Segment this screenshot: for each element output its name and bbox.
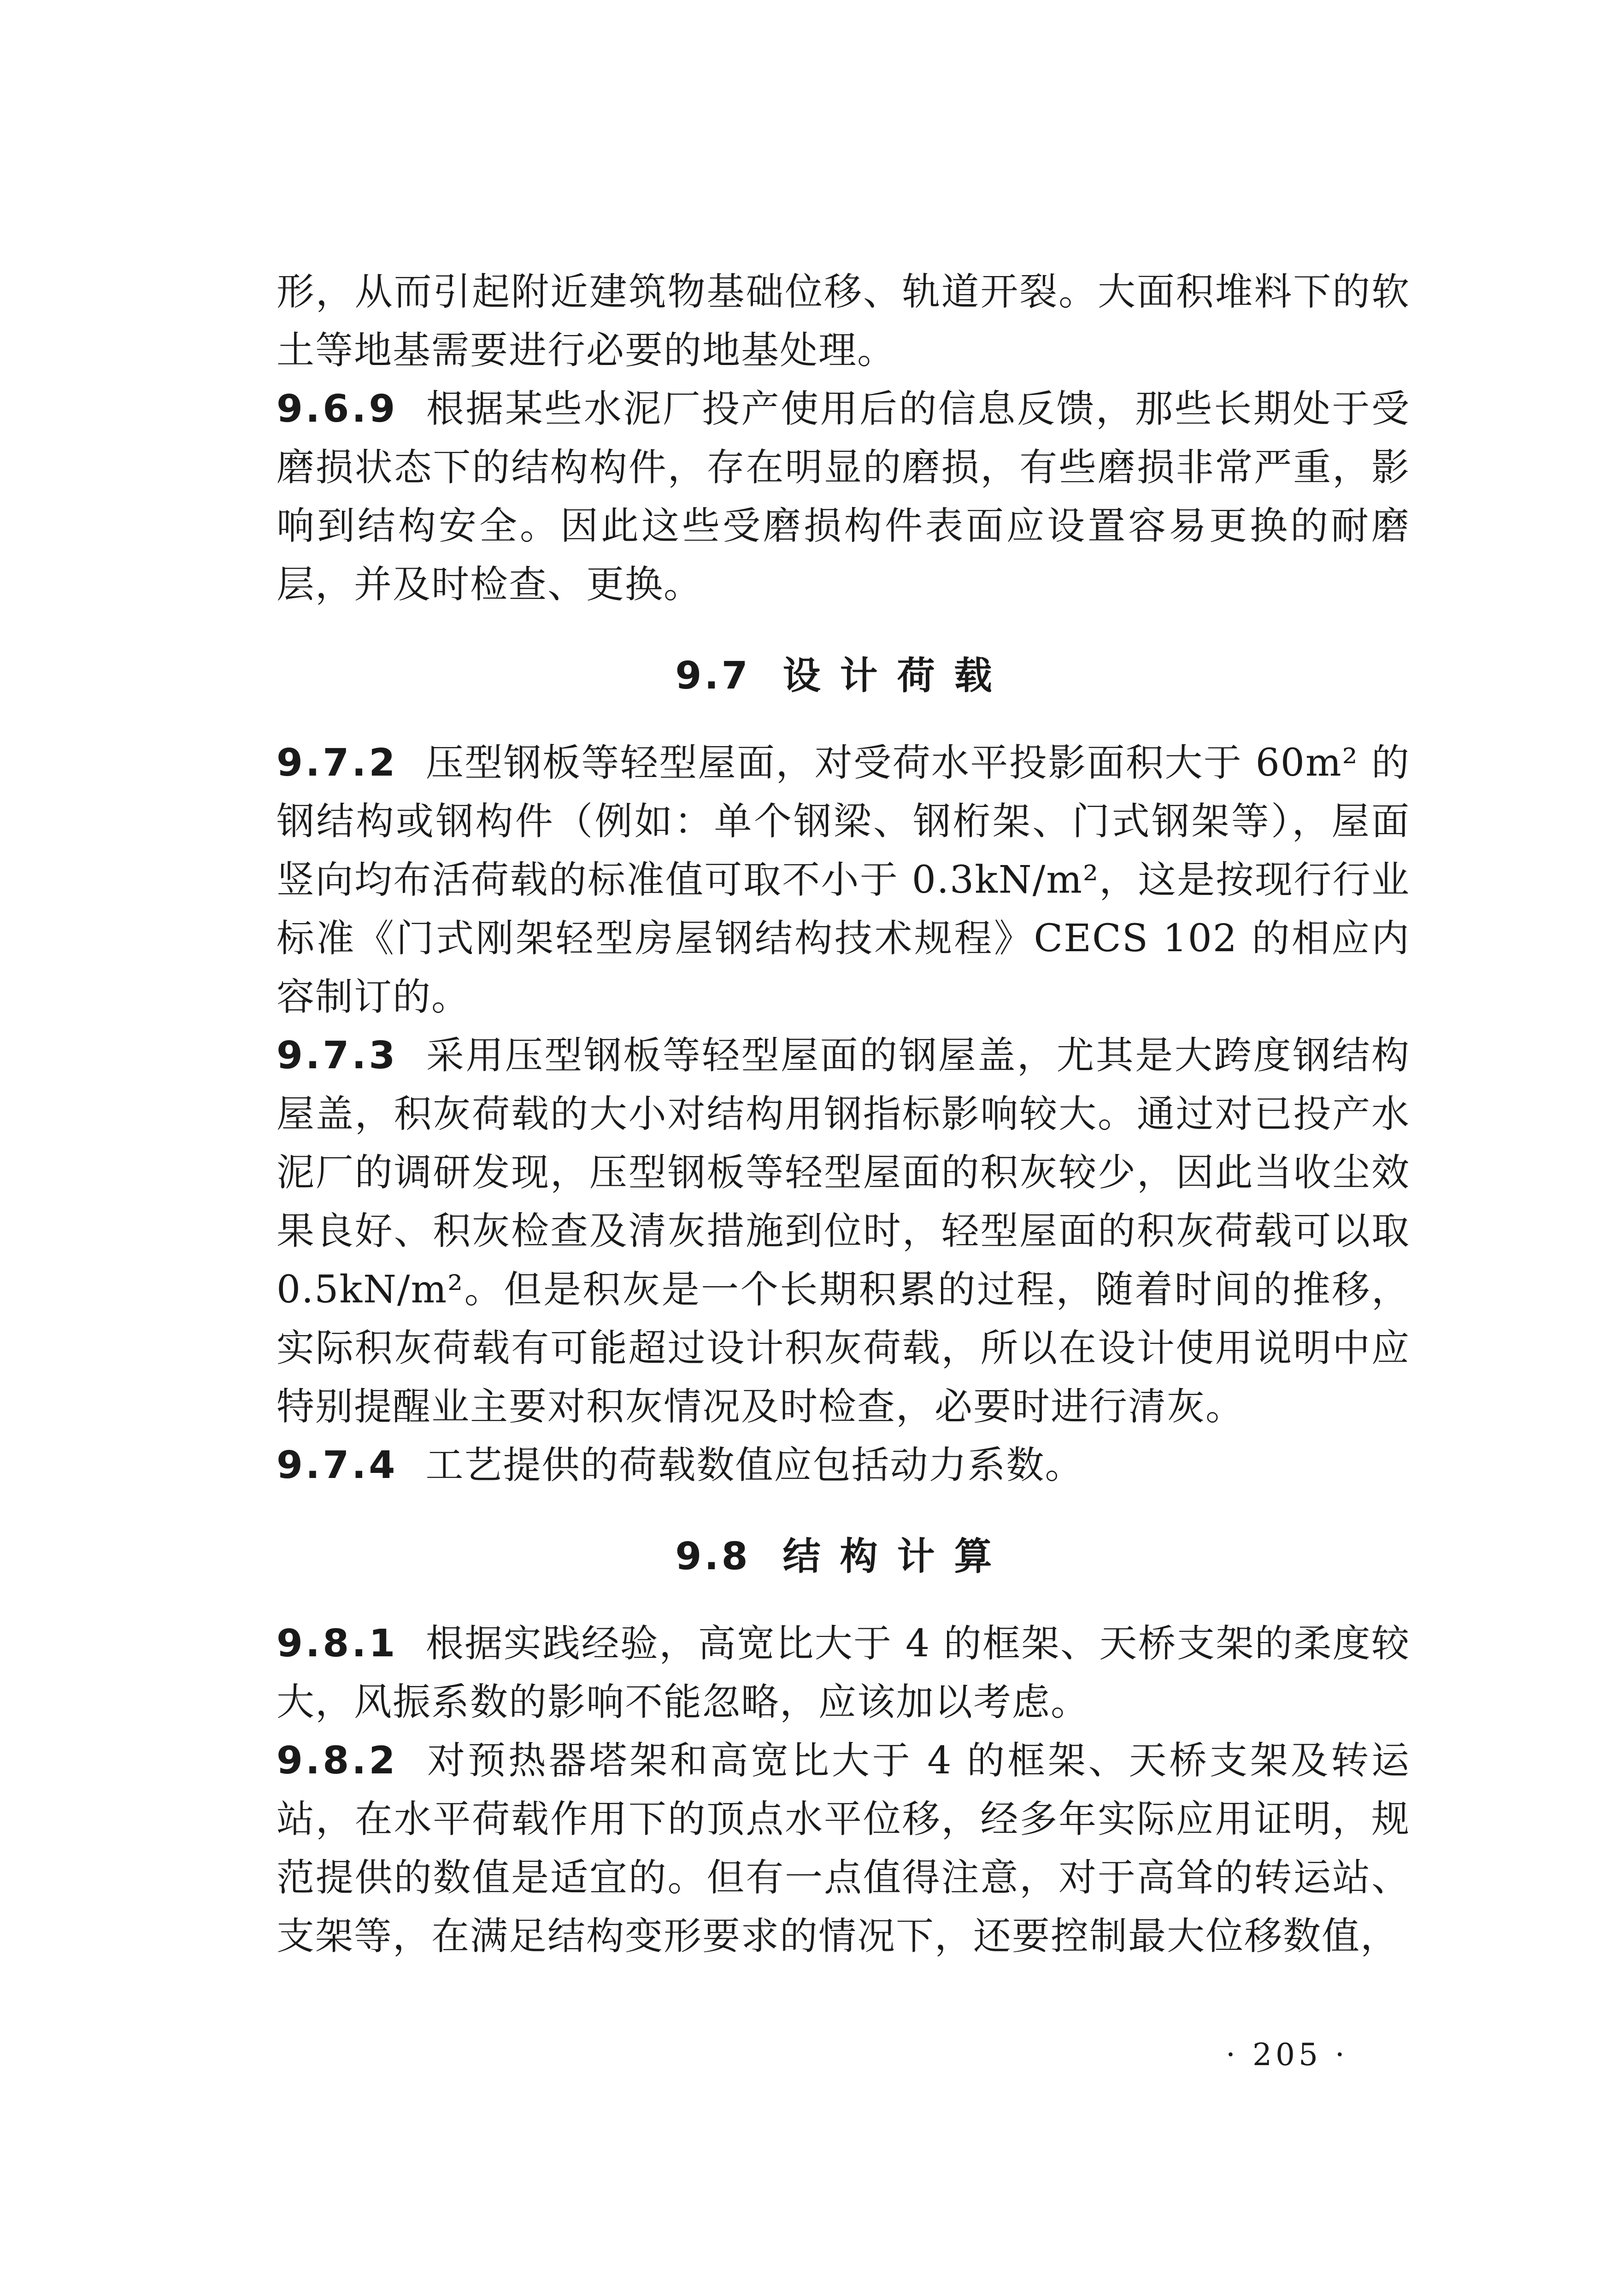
clause-9-6-9 (276, 380, 1410, 614)
paragraph-continuation (276, 263, 1410, 380)
clause-number: 9.6.9 (276, 387, 398, 431)
section-number: 9.7 (675, 654, 751, 698)
clause-9-7-2 (276, 734, 1410, 1026)
clause-text: 采用压型钢板等轻型屋面的钢屋盖，尤其是大跨度钢结构屋盖，积灰荷载的大小对结构用钢指标影响较大。通过对已投产水泥厂的调研发现，压型钢板等轻型屋面的积灰较少，因此当收尘效果良好、积灰检查及清灰措施到位时，轻型屋面的积灰荷载可以取 0.5kN/m²。但是积灰是一个长期积累的过程，随着时间的推移，实际积灰荷载有可能超过设计积灰荷载，所以在设计使用说明中应特别提醒业主要对积灰情况及时检查，必要时进行清灰。 (276, 1034, 1410, 1429)
clause-text: 工艺提供的荷载数值应包括动力系数。 (425, 1443, 1084, 1487)
paragraph-text: 形，从而引起附近建筑物基础位移、轨道开裂。大面积堆料下的软土等地基需要进行必要的地基处理。 (276, 270, 1410, 372)
section-number: 9.8 (675, 1535, 751, 1578)
clause-9-7-4 (276, 1436, 1410, 1495)
clause-number: 9.7.3 (276, 1034, 398, 1077)
clause-text: 压型钢板等轻型屋面，对受荷水平投影面积大于 60m² 的钢结构或钢构件（例如：单个钢梁、钢桁架、门式钢架等），屋面竖向均布活荷载的标准值可取不小于 0.3kN/m²，这是按现行行业标准《门式刚架轻型房屋钢结构技术规程》CECS 102 的相应内容制订的。 (276, 741, 1410, 1019)
clause-9-8-2 (276, 1731, 1410, 1966)
section-heading-9-8 (276, 1513, 1410, 1601)
clause-number: 9.7.4 (276, 1443, 398, 1487)
page-body (276, 263, 1410, 1966)
clause-number: 9.8.1 (276, 1622, 398, 1666)
clause-text: 根据某些水泥厂投产使用后的信息反馈，那些长期处于受磨损状态下的结构构件，存在明显的磨损，有些磨损非常严重，影响到结构安全。因此这些受磨损构件表面应设置容易更换的耐磨层，并及时检查、更换。 (276, 387, 1410, 606)
clause-text: 根据实践经验，高宽比大于 4 的框架、天桥支架的柔度较大，风振系数的影响不能忽略，应该加以考虑。 (276, 1622, 1410, 1724)
section-title: 设计荷载 (782, 654, 1011, 698)
clause-9-7-3 (276, 1026, 1410, 1436)
section-title: 结构计算 (782, 1535, 1011, 1578)
page-number: · 205 · (1226, 2037, 1348, 2072)
clause-9-8-1 (276, 1614, 1410, 1731)
clause-number: 9.8.2 (276, 1739, 398, 1783)
clause-text: 对预热器塔架和高宽比大于 4 的框架、天桥支架及转运站，在水平荷载作用下的顶点水平位移，经多年实际应用证明，规范提供的数值是适宜的。但有一点值得注意，对于高耸的转运站、支架等，在满足结构变形要求的情况下，还要控制最大位移数值， (276, 1739, 1410, 1958)
clause-number: 9.7.2 (276, 741, 398, 785)
section-heading-9-7 (276, 632, 1410, 720)
